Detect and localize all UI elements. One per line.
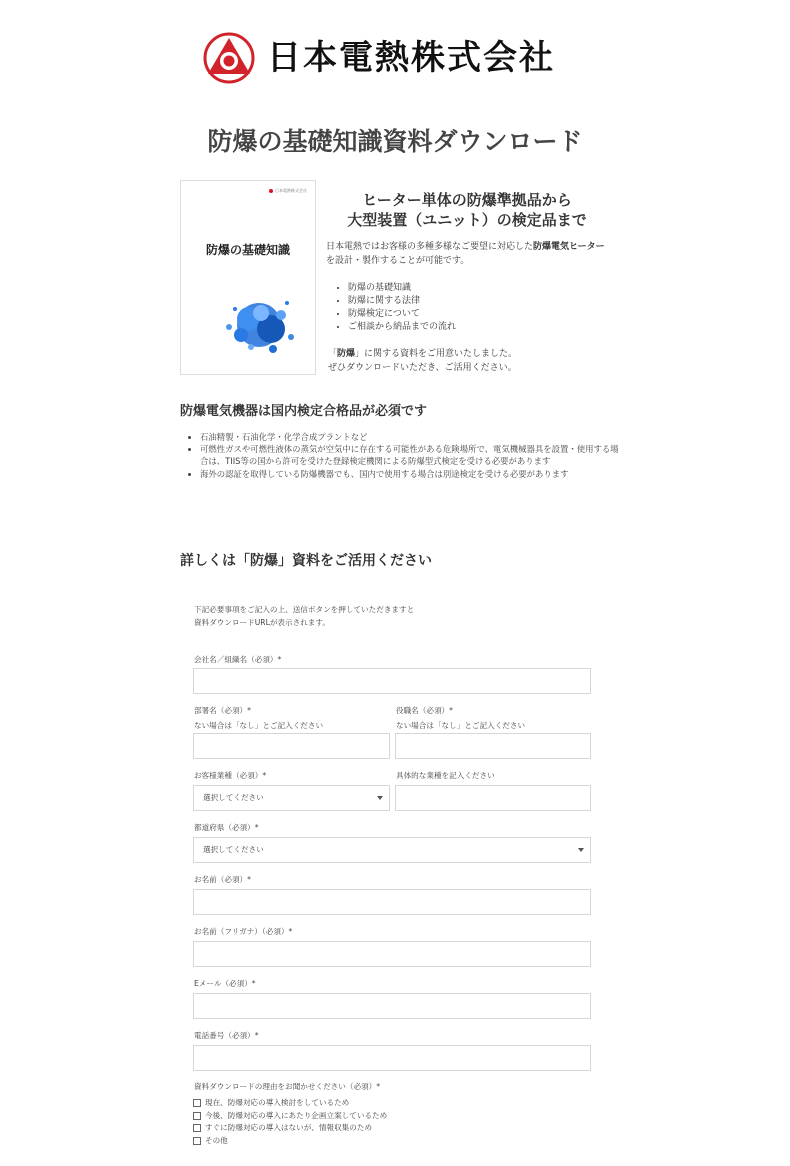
industry-select-value: 選択してください — [203, 793, 264, 802]
form-intro — [194, 603, 414, 629]
prefecture-select-value: 選択してください — [203, 845, 264, 854]
reason-checkbox[interactable] — [193, 1137, 201, 1145]
position-label: 役職名（必須）* — [396, 706, 453, 715]
reason-option-label: 現在、防爆対応の導入検討をしているため — [205, 1098, 350, 1107]
industry-detail-label: 具体的な業種を記入ください — [396, 771, 495, 780]
form-intro-line2: 資料ダウンロードURLが表示されます。 — [194, 618, 330, 627]
reason-checkbox-group — [193, 1097, 387, 1147]
list-item: • 可燃性ガスや可燃性液体の蒸気が空気中に存在する可能性がある危険場所で、電気機械器具を設置・使用する場合は、TIIS等の国から許可を受けた登録検定機関による防爆型式検定を受ける必要があります — [200, 443, 620, 467]
reason-label: 資料ダウンロードの理由をお聞かせください（必須）* — [194, 1082, 381, 1091]
industry-label: お客様業種（必須）* — [194, 771, 267, 780]
company-logo-mark-icon — [203, 32, 255, 84]
industry-select[interactable] — [193, 785, 390, 811]
list-item: • 海外の認証を取得している防爆機器でも、国内で使用する場合は別途検定を受ける必要があります — [200, 468, 620, 480]
name-input[interactable] — [193, 889, 591, 915]
reason-checkbox[interactable] — [193, 1112, 201, 1120]
topic-list — [338, 282, 456, 334]
department-hint: ない場合は「なし」とご記入ください — [194, 721, 324, 730]
position-input[interactable] — [395, 733, 591, 759]
reason-option-label: すぐに防爆対応の導入はないが、情報収集のため — [205, 1123, 373, 1132]
list-item: • 防爆の基礎知識 — [348, 282, 456, 295]
list-item: • ご相談から納品までの流れ — [348, 321, 456, 334]
closing-bold: 防爆 — [337, 349, 356, 359]
department-label: 部署名（必須）* — [194, 706, 251, 715]
kana-label: お名前（フリガナ）（必須）* — [194, 927, 293, 936]
section-heading: 防爆電気機器は国内検定合格品が必須です — [180, 404, 428, 419]
phone-input[interactable] — [193, 1045, 591, 1071]
intro-text — [326, 240, 612, 268]
kana-input[interactable] — [193, 941, 591, 967]
intro-text-part2: を設計・製作することが可能です。 — [326, 256, 470, 266]
intro-closing — [328, 347, 612, 375]
department-input[interactable] — [193, 733, 390, 759]
chevron-down-icon — [377, 796, 383, 800]
reason-option[interactable] — [193, 1135, 387, 1148]
prefecture-label: 都道府県（必須）* — [194, 823, 259, 832]
intro-heading — [326, 190, 608, 230]
prefecture-select[interactable] — [193, 837, 591, 863]
blue-splash-icon — [211, 289, 307, 361]
brochure-brand: 日本電熱株式会社 — [269, 188, 307, 194]
intro-heading-line2: 大型装置（ユニット）の検定品まで — [347, 211, 587, 229]
email-label: Eメール（必須）* — [194, 979, 256, 988]
name-label: お名前（必須）* — [194, 875, 251, 884]
intro-text-bold: 防爆電気ヒーター — [533, 242, 605, 252]
closing-line2: ぜひダウンロードいただき、ご活用ください。 — [328, 363, 517, 373]
chevron-down-icon — [578, 848, 584, 852]
position-hint: ない場合は「なし」とご記入ください — [396, 721, 526, 730]
intro-heading-line1: ヒーター単体の防爆準拠品から — [362, 191, 572, 209]
reason-option-label: その他 — [205, 1135, 228, 1145]
requirements-list — [192, 431, 620, 480]
page-title: 防爆の基礎知識資料ダウンロード — [207, 127, 583, 156]
section-heading: 詳しくは「防爆」資料をご活用ください — [180, 553, 432, 569]
intro-text-part1: 日本電熱ではお客様の多種多様なご要望に対応した — [326, 242, 534, 252]
reason-checkbox[interactable] — [193, 1099, 201, 1107]
company-logo[interactable] — [203, 32, 555, 84]
form-intro-line1: 下記必要事項をご記入の上、送信ボタンを押していただきますと — [194, 605, 415, 614]
list-item: • 防爆検定について — [348, 308, 456, 321]
brochure-cover — [180, 180, 316, 375]
company-input[interactable] — [193, 668, 591, 694]
brochure-title: 防爆の基礎知識 — [205, 243, 290, 257]
list-item: • 石油精製・石油化学・化学合成プラントなど — [200, 431, 620, 443]
email-input[interactable] — [193, 993, 591, 1019]
list-item: • 防爆に関する法律 — [348, 295, 456, 308]
reason-option-label: 今後、防爆対応の導入にあたり企画立案しているため — [205, 1110, 388, 1120]
reason-option[interactable] — [193, 1097, 387, 1110]
reason-option[interactable] — [193, 1110, 387, 1123]
phone-label: 電話番号（必須）* — [194, 1031, 259, 1040]
industry-detail-input[interactable] — [395, 785, 591, 811]
company-name: 日本電熱株式会社 — [267, 38, 555, 78]
company-label: 会社名／組織名（必須）* — [194, 655, 282, 664]
closing-open: 「 — [328, 349, 338, 359]
reason-option[interactable] — [193, 1122, 387, 1135]
reason-checkbox[interactable] — [193, 1124, 201, 1132]
closing-rest: 」に関する資料をご用意いたしました。 — [355, 349, 518, 359]
